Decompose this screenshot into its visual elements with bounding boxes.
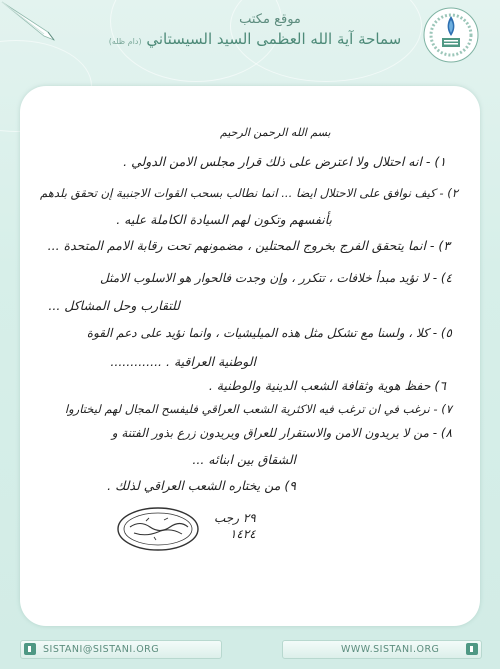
letter-line: ٦) حفظ هوية وثقافة الشعب الدينية والوطنية . <box>208 378 446 393</box>
letter-line: ٧) - نرغب في ان ترغب فيه الاكثرية الشعب العراقي فليفسح المجال لهم ليختاروا <box>64 402 452 416</box>
website-text[interactable]: WWW.SISTANI.ORG <box>341 644 440 655</box>
date-hijri-year: ١٤٢٤ <box>229 527 256 541</box>
official-seal-stamp <box>116 506 200 552</box>
letter-card <box>20 86 480 626</box>
website-link[interactable] <box>282 640 482 659</box>
site-title <box>90 30 420 48</box>
signature-date <box>214 510 256 542</box>
letter-line: ١) - انه احتلال ولا اعترض على ذلك قرار مجلس الامن الدولي . <box>123 154 446 169</box>
letter-line: ٣) - انما يتحقق الفرج بخروج المحتلين ، مضمونهم تحت رقابة الامم المتحدة ... <box>47 238 450 253</box>
letter-line: بأنفسهم وتكون لهم السيادة الكاملة عليه . <box>116 212 332 227</box>
date-hijri-day: ٢٩ رجب <box>214 511 256 525</box>
arrow-button-icon[interactable] <box>466 643 478 655</box>
letter-line: ٨) - من لا يريدون الامن والاستقرار للعراق ويريدون زرع بذور الفتنة و <box>111 426 452 440</box>
page-footer <box>0 634 500 669</box>
site-label: موقع مكتب <box>239 12 301 27</box>
letter-line: الوطنية العراقية . ............. <box>110 354 256 369</box>
page-header <box>0 0 500 88</box>
honorific-text: (دام ظله) <box>108 37 142 46</box>
pen-icon <box>0 0 70 60</box>
email-text[interactable]: SISTANI@SISTANI.ORG <box>43 644 160 655</box>
arrow-button-icon[interactable] <box>24 643 36 655</box>
letter-line: للتقارب وحل المشاكل ... <box>48 298 180 313</box>
basmala: بسم الله الرحمن الرحيم <box>220 126 331 139</box>
site-name-text: سماحة آية الله العظمى السيد السيستاني <box>146 30 402 48</box>
letter-line: ٥) - كلا ، ولسنا مع تشكل مثل هذه الميليشيات ، وانما نؤيد على دعم القوة <box>86 326 452 340</box>
letter-line: ٤) - لا نؤيد مبدأ خلافات ، تتكرر ، وإن وجدت فالحوار هو الاسلوب الامثل <box>99 271 452 285</box>
office-logo-icon <box>422 6 480 64</box>
email-link[interactable] <box>20 640 222 659</box>
letter-line: ٩) من يختاره الشعب العراقي لذلك . <box>107 478 296 493</box>
letter-line: الشقاق بين ابنائه ... <box>192 452 296 467</box>
letter-line: ٢) - كيف نوافق على الاحتلال ايضا ... انما نطالب بسحب القوات الاجنبية إن تحقق بلدهم <box>40 186 458 200</box>
